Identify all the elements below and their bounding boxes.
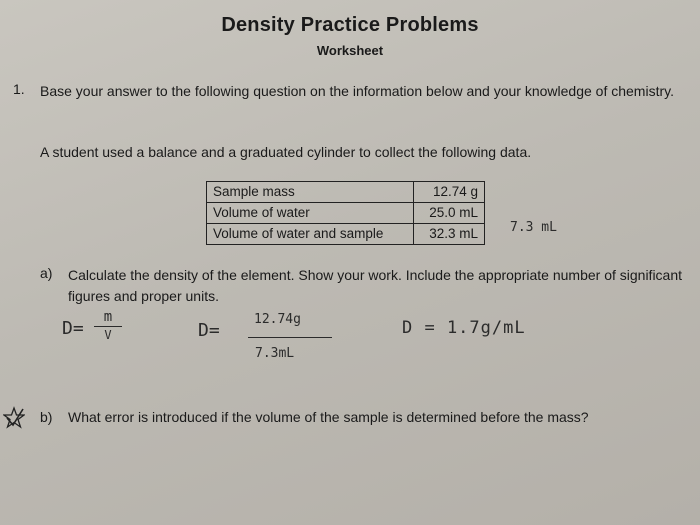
table-row bbox=[207, 203, 485, 224]
table-cell-value: 25.0 mL bbox=[414, 203, 485, 224]
handwritten-formula-fraction bbox=[90, 310, 126, 341]
part-b-label: b) bbox=[40, 409, 53, 425]
table-row bbox=[207, 224, 485, 245]
substitution-fraction-bar bbox=[248, 337, 332, 338]
question-intro: A student used a balance and a graduated cylinder to collect the following data. bbox=[40, 144, 532, 160]
handwritten-substitution-denominator: 7.3mL bbox=[255, 346, 295, 361]
table-cell-value: 32.3 mL bbox=[414, 224, 485, 245]
data-table bbox=[206, 181, 485, 245]
table-cell-value: 12.74 g bbox=[414, 182, 485, 203]
star-check-mark-icon bbox=[3, 406, 25, 430]
question-number: 1. bbox=[13, 81, 25, 97]
handwritten-volume: 7.3 mL bbox=[510, 220, 557, 235]
part-a-label: a) bbox=[40, 265, 53, 281]
part-a-text: Calculate the density of the element. Show your work. Include the appropriate number of significant figures and proper units. bbox=[68, 267, 683, 304]
page-title: Density Practice Problems bbox=[221, 14, 479, 36]
handwritten-answer: D = 1.7g/mL bbox=[402, 318, 526, 338]
handwritten-formula-lhs: D= bbox=[62, 318, 84, 339]
question-text: Base your answer to the following question on the information below and your knowledge of chemistry. bbox=[40, 83, 674, 99]
part-b-text: What error is introduced if the volume of the sample is determined before the mass? bbox=[68, 409, 589, 425]
table-row bbox=[207, 182, 485, 203]
fraction-bar bbox=[94, 326, 122, 327]
page-subtitle: Worksheet bbox=[316, 43, 384, 58]
table-cell-label: Volume of water and sample bbox=[207, 224, 414, 245]
handwritten-substitution-lhs: D= bbox=[198, 320, 220, 341]
table-cell-label: Volume of water bbox=[207, 203, 414, 224]
handwritten-substitution-numerator: 12.74g bbox=[254, 312, 301, 327]
table-cell-label: Sample mass bbox=[207, 182, 414, 203]
formula-denominator: V bbox=[104, 328, 112, 342]
formula-numerator: m bbox=[103, 309, 113, 325]
